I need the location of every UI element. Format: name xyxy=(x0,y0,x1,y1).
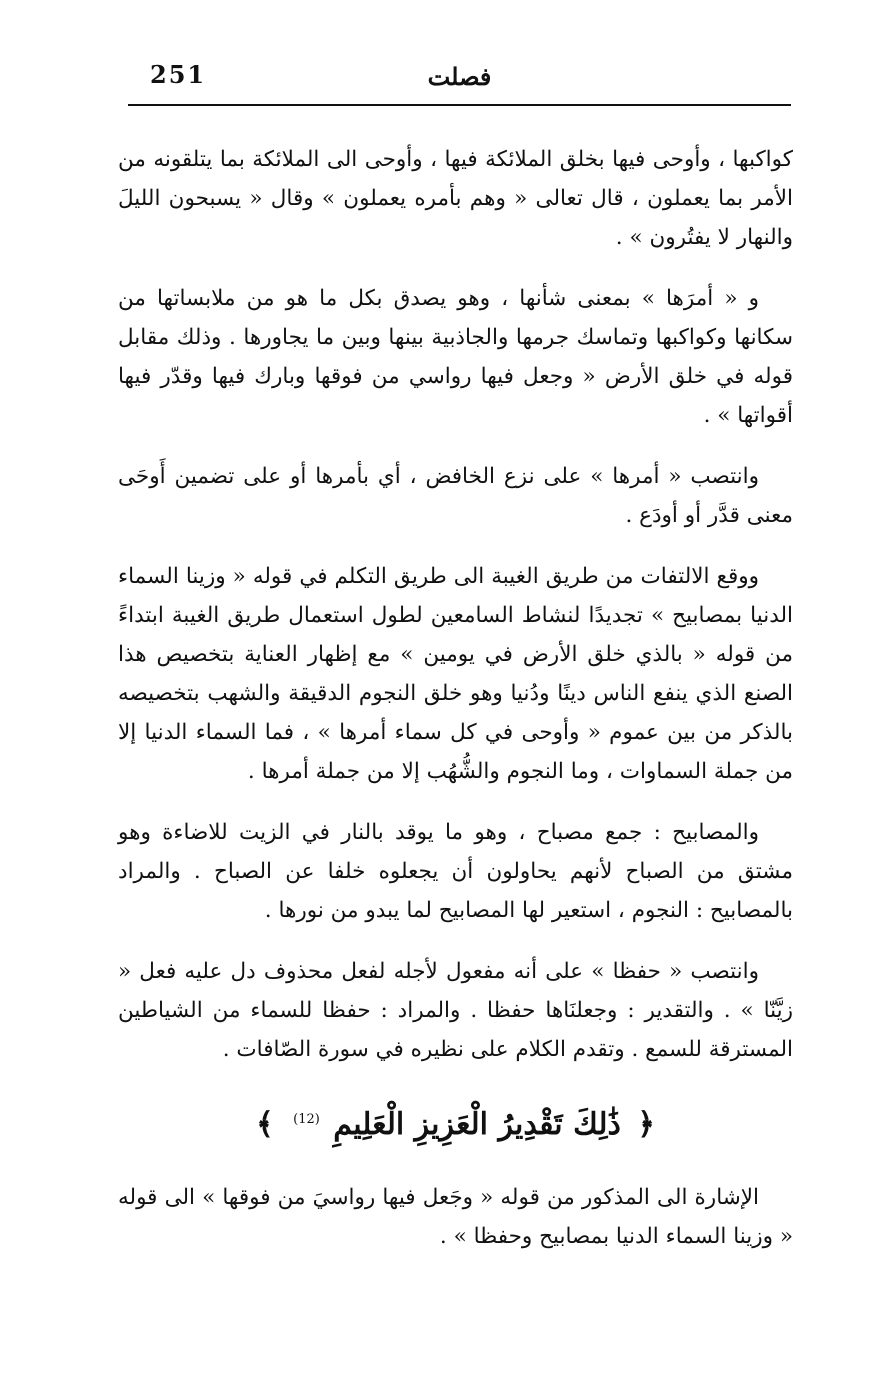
page-number: 251 xyxy=(150,60,207,89)
quran-verse xyxy=(118,1097,793,1148)
running-title: فصلت xyxy=(427,62,492,91)
verse-number: (12) xyxy=(293,1112,320,1127)
verse-text: ذَٰلِكَ تَقْدِيرُ الْعَزِيزِ الْعَلِيمِ xyxy=(333,1107,621,1142)
paragraph-3: وانتصب « أمرها » على نزع الخافض ، أي بأمرها أو على تضمين أَوحَى معنى قدَّر أو أودَع . xyxy=(118,464,793,528)
paragraph-6: وانتصب « حفظا » على أنه مفعول لأجله لفعل محذوف دل عليه فعل « زيَّنّا » . والتقدير : وجعلنَاها حفظا . والمراد : حفظا للسماء من الشياطين المسترقة للسمع . وتقدم الكلام على نظيره في سورة الصّافات . xyxy=(118,959,793,1062)
paragraph-5: والمصابيح : جمع مصباح ، وهو ما يوقد بالنار في الزيت للاضاءة وهو مشتق من الصباح لأنهم يحاولون أن يجعلوه خلفا عن الصباح . والمراد بالمصابيح : النجوم ، استعير لها المصابيح لما يبدو من نورها . xyxy=(118,820,793,923)
page-header xyxy=(128,52,791,106)
verse-open-bracket: ﴿ xyxy=(637,1107,655,1142)
paragraph-4: ووقع الالتفات من طريق الغيبة الى طريق التكلم في قوله « وزينا السماء الدنيا بمصابيح » تجديدًا لنشاط السامعين لطول استعمال طريق الغيبة ابتداءً من قوله « بالذي خلق الأرض في يومين » مع إظهار العناية بتخصيص هذا الصنع الذي ينفع الناس دينًا ودُنيا وهو خلق النجوم الدقيقة والشهب بتخصيصه بالذكر من بين عموم « وأوحى في كل سماء أمرها » ، فما السماء الدنيا إلا من جملة السماوات ، وما النجوم والشُّهُب إلا من جملة أمرها . xyxy=(118,564,793,784)
closing-paragraph: الإشارة الى المذكور من قوله « وجَعل فيها رواسيَ من فوقها » الى قوله « وزينا السماء الدنيا بمصابيح وحفظا » . xyxy=(118,1185,793,1249)
paragraph-2: و « أمرَها » بمعنى شأنها ، وهو يصدق بكل ما هو من ملابساتها من سكانها وكواكبها وتماسك جرمها والجاذبية بينها وبين ما يجاورها . وذلك مقابل قوله في خلق الأرض « وجعل فيها رواسي من فوقها وبارك فيها وقدّر فيها أقواتها » . xyxy=(118,286,793,428)
paragraph-1: كواكبها ، وأوحى فيها بخلق الملائكة فيها ، وأوحى الى الملائكة بما يتلقونه من الأمر بما يعملون ، قال تعالى « وهم بأمره يعملون » وقال « يسبحون الليلَ والنهار لا يفتُرون » . xyxy=(118,147,793,250)
body-text xyxy=(118,140,793,1278)
verse-close-bracket: ﴾ xyxy=(256,1107,274,1142)
